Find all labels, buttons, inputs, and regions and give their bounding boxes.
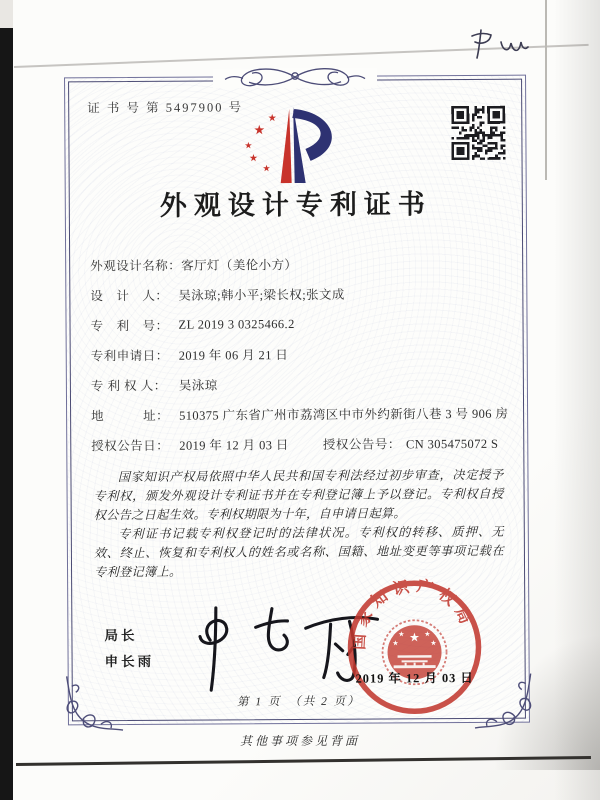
field-value: ZL 2019 3 0325466.2	[178, 316, 295, 332]
seal-date: 2019 年 12 月 03 日	[355, 670, 474, 686]
field-address	[91, 398, 509, 431]
commissioner-title: 局长	[104, 627, 138, 644]
back-side-note: 其他事项参见背面	[239, 734, 360, 748]
svg-text:★: ★	[267, 113, 277, 125]
field-label: 设 计 人：	[90, 288, 169, 304]
scanner-edge-strip	[0, 28, 13, 800]
svg-text:★: ★	[398, 630, 405, 639]
paragraph-grant-statement: 国家知识产权局依照中华人民共和国专利法经过初步审查，决定授予专利权，颁发外观设计专利证书并在专利登记簿上予以登记。专利权自授权公告之日起生效。专利权期限为十年，自申请日起算。	[93, 467, 504, 523]
field-value: 客厅灯（美伦小方）	[181, 257, 298, 273]
field-design-name	[90, 248, 504, 281]
certificate-frame	[64, 75, 530, 726]
field-label: 专 利 权 人：	[90, 378, 167, 394]
field-label: 地 址：	[91, 408, 170, 424]
handwritten-annotation	[455, 22, 545, 67]
field-value: 2019 年 06 月 21 日	[178, 348, 289, 363]
field-designers	[90, 278, 504, 311]
field-label: 专 利 号：	[90, 318, 169, 334]
paper-right-edge	[545, 0, 547, 180]
field-value: 吴泳琼;韩小平;梁长权;张文成	[178, 287, 345, 303]
field-patent-number	[90, 308, 504, 341]
page-number: 第 1 页 （共 2 页）	[236, 695, 361, 709]
svg-text:★: ★	[262, 164, 271, 175]
field-value: 510375 广东省广州市荔湾区中市外约新街八巷 3 号 906 房	[179, 406, 509, 423]
legal-paragraphs	[93, 466, 504, 583]
svg-text:★: ★	[244, 141, 253, 152]
cnipa-logo	[230, 103, 365, 188]
commissioner-name: 申长雨	[104, 653, 155, 670]
field-patentee	[91, 368, 505, 401]
logo-red-pillar	[280, 109, 291, 183]
field-label: 授权公告号：	[322, 437, 401, 452]
certificate-title: 外观设计专利证书	[159, 189, 432, 221]
svg-text:★: ★	[430, 639, 437, 648]
field-grant-number	[323, 434, 499, 453]
svg-text:★: ★	[249, 153, 259, 165]
svg-text:★: ★	[253, 123, 266, 139]
field-value: 吴泳琼	[178, 378, 218, 393]
field-label: 专利申请日：	[90, 348, 169, 364]
top-border-ornament	[185, 62, 405, 93]
field-label: 授权公告日：	[91, 438, 170, 454]
field-label: 外观设计名称：	[90, 258, 182, 274]
qr-code	[451, 106, 505, 160]
seal-ring-text: 国家知识产权局	[350, 577, 477, 651]
logo-stars	[244, 113, 277, 174]
field-value: 2019 年 12 月 03 日	[179, 438, 289, 453]
field-value: CN 305475072 S	[405, 436, 499, 452]
svg-text:★: ★	[409, 630, 420, 645]
svg-text:★: ★	[424, 630, 431, 639]
certificate-number: 证 书 号 第 5497900 号	[87, 100, 244, 116]
field-grant-date	[91, 428, 505, 461]
svg-text:★: ★	[392, 639, 399, 648]
field-application-date	[91, 338, 505, 371]
paragraph-register-statement: 专利证书记载专利权登记时的法律状况。专利权的转移、质押、无效、终止、恢复和专利权人的姓名或名称、国籍、地址变更等事项记载在专利登记簿上。	[93, 524, 504, 580]
fields-block	[90, 248, 509, 461]
